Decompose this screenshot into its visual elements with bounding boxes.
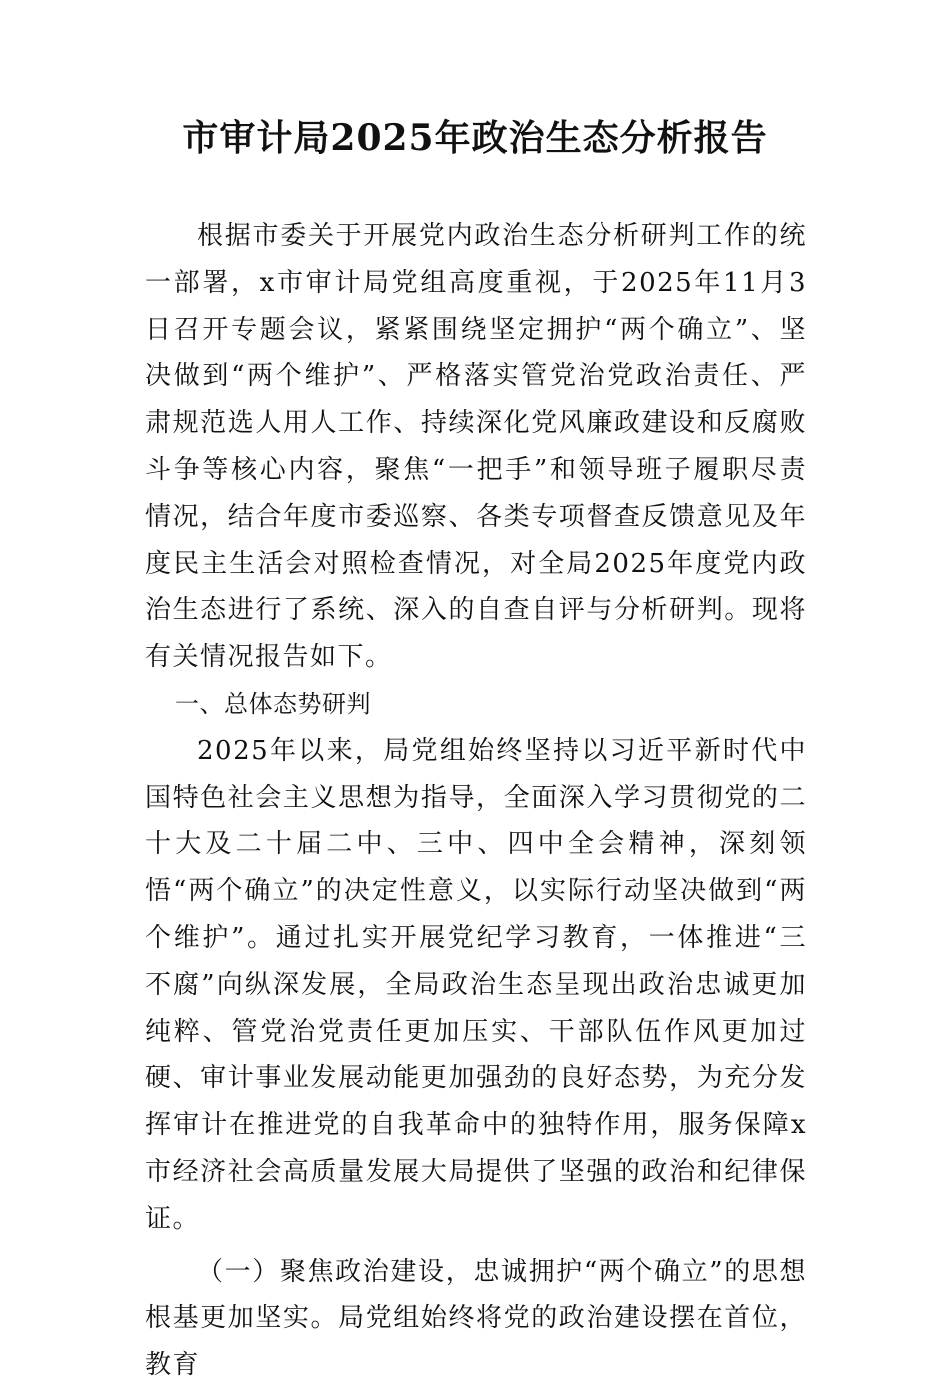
subsection-paragraph-political: （一）聚焦政治建设，忠诚拥护“两个确立”的思想根基更加坚实。局党组始终将党的政治建设摆在首位，教育 xyxy=(145,1256,807,1381)
document-title: 市审计局2025年政治生态分析报告 xyxy=(182,117,768,159)
section-paragraph-overall: 2025年以来，局党组始终坚持以习近平新时代中国特色社会主义思想为指导，全面深入学习贯彻党的二十大及二十届二中、三中、四中全会精神，深刻领悟“两个确立”的决定性意义，以实际行动坚决做到“两个维护”。通过扎实开展党纪学习教育，一体推进“三不腐”向纵深发展，全局政治生态呈现出政治忠诚更加纯粹、管党治党责任更加压实、干部队伍作风更加过硬、审计事业发展动能更加强劲的良好态势，为充分发挥审计在推进党的自我革命中的独特作用，服务保障x市经济社会高质量发展大局提供了坚强的政治和纪律保证。 xyxy=(145,735,807,1234)
intro-paragraph: 根据市委关于开展党内政治生态分析研判工作的统一部署，x市审计局党组高度重视，于2025年11月3日召开专题会议，紧紧围绕坚定拥护“两个确立”、坚决做到“两个维护”、严格落实管党治党政治责任、严肃规范选人用人工作、持续深化党风廉政建设和反腐败斗争等核心内容，聚焦“一把手”和领导班子履职尽责情况，结合年度市委巡察、各类专项督查反馈意见及年度民主生活会对照检查情况，对全局2025年度党内政治生态进行了系统、深入的自查自评与分析研判。现将有关情况报告如下。 xyxy=(145,221,807,673)
document-body xyxy=(145,213,807,1389)
section-heading-overall: 一、总体态势研判 xyxy=(175,689,371,718)
